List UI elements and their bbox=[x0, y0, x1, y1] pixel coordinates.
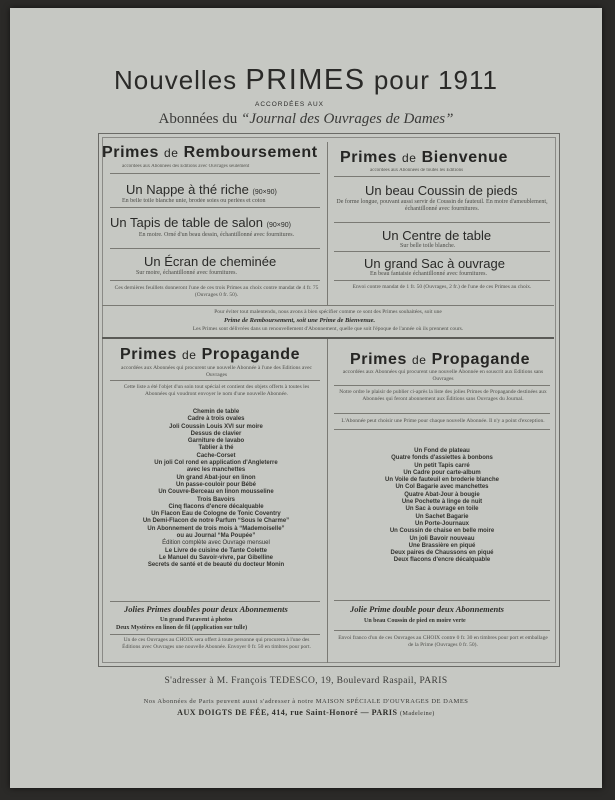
journal-name: “Journal des Ouvrages de Dames” bbox=[241, 111, 454, 127]
list-item: Un Sac à ouvrage en toile bbox=[405, 506, 479, 513]
propagande-left-rule-3 bbox=[110, 634, 320, 635]
bienvenue-rule-3 bbox=[334, 251, 550, 252]
list-item: Une Pochette à linge de nuit bbox=[401, 499, 483, 506]
list-item: Dessus de clavier bbox=[190, 430, 242, 437]
propagande-left-list bbox=[110, 409, 322, 570]
propagande-left-rule-2 bbox=[110, 601, 320, 602]
propagande-left-double-item-1: Un grand Paravent à photos bbox=[160, 617, 233, 623]
middle-note-line-1: Pour éviter tout malentendu, nous avons à bien spécifier comme ce sont des Primes souhaitées, soit une bbox=[214, 309, 442, 315]
remboursement-item-1-label: Un Nappe à thé riche bbox=[126, 182, 249, 197]
list-item: Un Flacon Eau de Cologne de Tonic Coventry bbox=[151, 511, 281, 518]
list-item: Garniture de lavabo bbox=[187, 438, 245, 445]
list-item: Un Sachet Bagarie bbox=[415, 513, 469, 520]
propagande-left-subtitle: accordées aux Abonnées qui procurent une nouvelle Abonnée à l'une des Éditions avec Ouvrages bbox=[121, 365, 312, 378]
propagande-left-double-item-2: Deux Mystères en linon de fil (application sur tulle) bbox=[116, 625, 248, 631]
list-item: Tablier à thé bbox=[198, 445, 234, 452]
top-column-divider bbox=[327, 142, 328, 305]
footer-shop-district: (Madeleine) bbox=[399, 711, 435, 717]
list-item: Secrets de santé et de beauté du docteur Monin bbox=[147, 562, 285, 569]
propagande-right-rule-2 bbox=[334, 413, 550, 414]
list-item: Cinq flacons d'encre décalquable bbox=[168, 503, 264, 510]
remboursement-item-1 bbox=[126, 182, 277, 197]
propagande-left-title-b: de bbox=[182, 348, 197, 362]
propagande-right-title-a: Primes bbox=[350, 351, 407, 368]
propagande-right-list bbox=[334, 448, 550, 565]
propagande-left-title-a: Primes bbox=[120, 346, 177, 363]
list-item: Trois Bavoirs bbox=[196, 496, 235, 503]
propagande-left-rule-1 bbox=[110, 380, 320, 381]
bienvenue-item-2-desc: Sur belle toile blanche. bbox=[400, 243, 456, 249]
list-item: Deux paires de Chaussons en piqué bbox=[390, 550, 494, 557]
accordees-label: ACCORDÉES AUX bbox=[255, 101, 324, 108]
bienvenue-subtitle: accordées aux Abonnées de toutes les Éditions bbox=[370, 168, 464, 173]
list-item: avec les manchettes bbox=[186, 467, 246, 474]
remboursement-item-3-desc: Sur moire, échantillonné avec fournitures. bbox=[136, 270, 237, 276]
remboursement-rule-1 bbox=[110, 173, 320, 174]
propagande-right-title-b: de bbox=[412, 353, 427, 367]
propagande-right-para: Notre ordre le plaisir de publier ci-après la liste des jolies Primes de Propagande destinées aux Abonnées qui feront abonnement aux Éditions sans Ouvrages du Journal. bbox=[339, 389, 547, 402]
bienvenue-rule-2 bbox=[334, 222, 550, 223]
list-item: Édition complète avec Ouvrage mensuel bbox=[162, 540, 270, 547]
top-section-rule bbox=[102, 305, 554, 306]
propagande-left-bottom-note: Un de ces Ouvrages au CHOIX sera offert à toute personne qui procurera à l'une des Éditions avec Ouvrages une nouvelle Abonnée. Envoyer 0 fr. 50 en timbres pour port. bbox=[122, 637, 311, 650]
propagande-right-rule-1 bbox=[334, 385, 550, 386]
remboursement-rule-3 bbox=[110, 248, 320, 249]
list-item: Un Cadre pour carte-album bbox=[403, 469, 481, 476]
remboursement-subtitle: accordées aux Abonnées des Éditions avec Ouvrages seulement bbox=[122, 164, 250, 169]
propagande-right-rule-5 bbox=[334, 630, 550, 631]
title-word-year: pour 1911 bbox=[373, 65, 498, 95]
propagande-right-subtitle: accordées aux Abonnées qui procurent une nouvelle Abonnée en souscrit aux Éditions sans Ouvrages bbox=[342, 369, 544, 382]
subtitle-line bbox=[10, 111, 602, 128]
magazine-page bbox=[10, 8, 602, 788]
remboursement-note: Ces dernières feuillets donneront l'une de ces trois Primes au choix contre mandat de 4 fr. 75 (Ouvrages 0 fr. 50). bbox=[114, 285, 319, 298]
remboursement-item-1-desc: En belle toile blanche unie, brodée soies ou perlées et coton bbox=[122, 198, 266, 204]
remboursement-rule-2 bbox=[110, 207, 320, 208]
list-item: Un Demi-Flacon de notre Parfum “Sous le Charme” bbox=[142, 518, 290, 525]
middle-note-line-3: Les Primes sont délivrées dans un renouvellement d'Abonnement, quelle que soit l'époque de l'année où ils prennent cours. bbox=[192, 326, 464, 332]
bienvenue-title-b: de bbox=[402, 151, 417, 165]
list-item: Un Fond de plateau bbox=[414, 448, 470, 454]
list-item: Chemin de table bbox=[192, 409, 240, 415]
middle-note-line-2: Prime de Remboursement, soit une Prime de Bienvenue. bbox=[224, 317, 376, 324]
propagande-right-rule-4 bbox=[334, 600, 550, 601]
bienvenue-note: Envoi contre mandat de 1 fr. 50 (Ouvrages, 2 fr.) de l'une de ces Primes au choix. bbox=[352, 284, 532, 290]
footer-line-2 bbox=[10, 708, 602, 717]
remboursement-item-2-label: Un Tapis de table de salon bbox=[110, 215, 263, 230]
list-item: Un joli Col rond en application d'Angleterre bbox=[154, 460, 278, 467]
middle-section-rule bbox=[102, 337, 554, 339]
propagande-left-title bbox=[120, 346, 300, 364]
propagande-right-title bbox=[350, 351, 530, 369]
list-item: Un Abonnement de trois mois à “Mademoiselle” bbox=[147, 525, 285, 532]
propagande-right-rule-3 bbox=[334, 429, 550, 430]
address-line: S'adresser à M. François TEDESCO, 19, Boulevard Raspail, PARIS bbox=[164, 676, 448, 686]
footer-line-1: Nos Abonnées de Paris peuvent aussi s'adresser à notre MAISON SPÉCIALE D'OUVRAGES DE DAMES bbox=[143, 698, 469, 705]
list-item: Une Brassière en piqué bbox=[408, 542, 476, 549]
page-title bbox=[10, 64, 602, 97]
remboursement-title-c: Remboursement bbox=[183, 144, 318, 161]
list-item: Le Livre de cuisine de Tante Colette bbox=[165, 547, 267, 554]
bienvenue-item-3: Un grand Sac à ouvrage bbox=[364, 256, 505, 271]
propagande-left-title-c: Propagande bbox=[201, 346, 301, 363]
title-word-nouvelles: Nouvelles bbox=[114, 65, 238, 95]
abonnees-prefix: Abonnées du bbox=[158, 111, 238, 127]
remboursement-item-1-size: (90×90) bbox=[252, 189, 277, 196]
list-item: Cadre à trois ovales bbox=[187, 416, 245, 423]
bienvenue-rule-4 bbox=[334, 280, 550, 281]
footer-shop-address: AUX DOIGTS DE FÉE, 414, rue Saint-Honoré — PARIS bbox=[177, 708, 398, 717]
propagande-left-double-title: Jolies Primes doubles pour deux Abonnements bbox=[124, 604, 288, 614]
remboursement-title-a: Primes bbox=[102, 144, 159, 161]
bottom-column-divider bbox=[327, 338, 328, 663]
remboursement-item-2-desc: En moire. Orné d'un beau dessin, échantillonné avec fournitures. bbox=[138, 232, 295, 238]
list-item: Cache-Corset bbox=[196, 452, 236, 459]
bienvenue-item-3-desc: En beau fantaisie échantillonné avec fournitures. bbox=[370, 271, 487, 277]
list-item: Quatre fonds d'assiettes à bonbons bbox=[391, 455, 493, 462]
list-item: Un Porte-Journaux bbox=[414, 520, 469, 527]
title-word-primes: PRIMES bbox=[245, 64, 366, 96]
remboursement-item-3 bbox=[144, 254, 276, 269]
bienvenue-title-a: Primes bbox=[340, 149, 397, 166]
propagande-right-para-2: L'Abonnée peut choisir une Prime pour chaque nouvelle Abonnée. Il n'y a point d'exception. bbox=[341, 418, 545, 424]
list-item: Un joli Bavoir nouveau bbox=[409, 535, 475, 542]
propagande-left-para: Cette liste a été l'objet d'un soin tout spécial et contient des objets offerts à toutes les Abonnées qui voudront envoyer le nom d'une nouvelle Abonnée. bbox=[123, 384, 310, 397]
list-item: Un passe-couloir pour Bébé bbox=[175, 481, 256, 488]
propagande-right-double-title: Jolie Prime double pour deux Abonnements bbox=[350, 604, 504, 614]
remboursement-title bbox=[102, 144, 318, 162]
bienvenue-item-1-desc: De forme longue, pouvant aussi servir de Coussin de fauteuil. En moire d'ameublement, échantillonné avec fournitures. bbox=[336, 199, 548, 212]
list-item: Un grand Abat-jour en linon bbox=[176, 474, 256, 481]
list-item: Un Voile de fauteuil en broderie blanche bbox=[385, 477, 499, 484]
list-item: Joli Coussin Louis XVI sur moire bbox=[169, 423, 263, 430]
list-item: ou au Journal “Ma Poupée” bbox=[176, 533, 256, 540]
remboursement-item-3-label: Un Écran de cheminée bbox=[144, 254, 277, 269]
bienvenue-item-1: Un beau Coussin de pieds bbox=[365, 183, 518, 198]
list-item: Un Col Bagarie avec manchettes bbox=[395, 484, 489, 491]
propagande-right-title-c: Propagande bbox=[431, 351, 531, 368]
list-item: Un Couvre-Berceau en linon mousseline bbox=[158, 489, 274, 496]
bienvenue-item-2: Un Centre de table bbox=[382, 228, 492, 243]
list-item: Quatre Abat-Jour à bougie bbox=[404, 491, 480, 498]
list-item: Un petit Tapis carré bbox=[414, 462, 470, 469]
list-item: Deux flacons d'encre décalquable bbox=[393, 557, 491, 564]
bienvenue-title bbox=[340, 149, 508, 167]
remboursement-rule-4 bbox=[110, 280, 320, 281]
propagande-right-double-item-1: Un beau Coussin de pied en moire verte bbox=[364, 618, 466, 624]
list-item: Le Manuel du Savoir-vivre, par Gibelline bbox=[158, 554, 274, 561]
remboursement-item-2-size: (90×90) bbox=[266, 222, 291, 229]
remboursement-title-b: de bbox=[164, 146, 179, 160]
remboursement-item-2 bbox=[110, 215, 291, 230]
bienvenue-rule-1 bbox=[334, 176, 550, 177]
bienvenue-title-c: Bienvenue bbox=[421, 149, 508, 166]
propagande-right-bottom-note: Envoi franco d'un de ces Ouvrages au CHOIX contre 0 fr. 30 en timbres pour port et emballage de la Prime (Ouvrages 0 fr. 50). bbox=[338, 635, 548, 648]
list-item: Un Coussin de chaise en belle moire bbox=[389, 528, 495, 535]
